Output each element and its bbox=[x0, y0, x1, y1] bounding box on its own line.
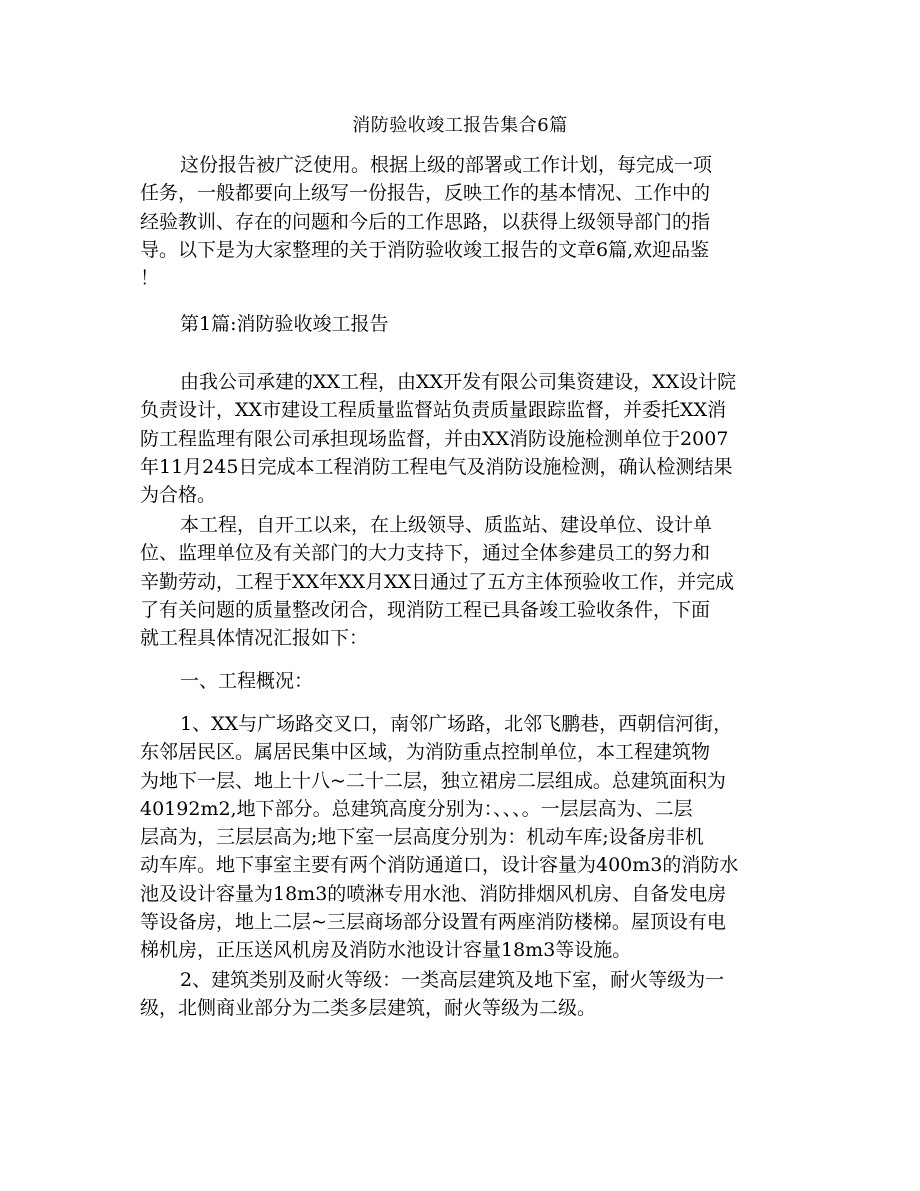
paragraph-line: 负责设计，XX市建设工程质量监督站负责质量跟踪监督，并委托XX消 bbox=[140, 399, 727, 422]
paragraph-line: 年11月245日完成本工程消防工程电气及消防设施检测，确认检测结果 bbox=[140, 455, 733, 478]
paragraph-line: 本工程，自开工以来，在上级领导、质监站、建设单位、设计单 bbox=[180, 514, 713, 536]
paragraph-line: 这份报告被广泛使用。根据上级的部署或工作计划，每完成一项 bbox=[180, 154, 713, 176]
paragraph-line: 就工程具体情况汇报如下： bbox=[140, 627, 369, 650]
paragraph-line: 辛勤劳动，工程于XX年XX月XX日通过了五方主体预验收工作，并完成 bbox=[140, 570, 735, 593]
body-paragraph bbox=[140, 966, 790, 1023]
paragraph-line: 为合格。 bbox=[140, 484, 217, 507]
paragraph-line: 1、XX与广场路交叉口，南邻广场路，北邻飞鹏巷，西朝信河街， bbox=[180, 713, 733, 735]
paragraph-line: 由我公司承建的XX工程，由XX开发有限公司集资建设，XX设计院 bbox=[180, 371, 737, 393]
body-paragraph bbox=[140, 511, 790, 652]
subsection-heading-text: 一、工程概况： bbox=[180, 670, 314, 692]
subsection-heading bbox=[140, 667, 790, 695]
paragraph-line: 级，北侧商业部分为二类多层建筑，耐火等级为二级。 bbox=[140, 997, 597, 1020]
paragraph-line: 动车库。地下事室主要有两个消防通道口，设计容量为400m3的消防水 bbox=[140, 854, 739, 877]
paragraph-line: 池及设计容量为18m3的喷淋专用水池、消防排烟风机房、自备发电房 bbox=[140, 882, 727, 905]
paragraph-line: 防工程监理有限公司承担现场监督，并由XX消防设施检测单位于2007 bbox=[140, 427, 729, 450]
section-heading-text: 第1篇:消防验收竣工报告 bbox=[180, 313, 389, 335]
paragraph-line: 等设备房，地上二层~三层商场部分设置有两座消防楼梯。屋顶设有电 bbox=[140, 911, 726, 934]
body-paragraph bbox=[140, 710, 790, 965]
paragraph-line: 2、建筑类别及耐火等级：一类高层建筑及地下室，耐火等级为一 bbox=[180, 969, 725, 991]
paragraph-line: 层高为，三层层高为;地下室一层高度分别为：机动车库;设备房非机 bbox=[140, 826, 704, 849]
paragraph-line: 梯机房，正压送风机房及消防水池设计容量18m3等设施。 bbox=[140, 939, 632, 962]
paragraph-line: 了有关问题的质量整改闭合，现消防工程已具备竣工验收条件，下面 bbox=[140, 598, 711, 621]
page-title: 消防验收竣工报告集合6篇 bbox=[352, 115, 568, 136]
paragraph-line: 导。以下是为大家整理的关于消防验收竣工报告的文章6篇,欢迎品鉴 bbox=[140, 238, 710, 261]
paragraph-line: ！ bbox=[140, 267, 160, 290]
intro-paragraph bbox=[140, 151, 790, 292]
paragraph-line: 经验教训、存在的问题和今后的工作思路，以获得上级领导部门的指 bbox=[140, 210, 711, 233]
paragraph-line: 为地下一层、地上十八~二十二层，独立裙房二层组成。总建筑面积为 bbox=[140, 769, 726, 792]
body-paragraph bbox=[140, 368, 790, 509]
paragraph-line: 东邻居民区。属居民集中区域，为消防重点控制单位，本工程建筑物 bbox=[140, 741, 711, 764]
section-heading bbox=[140, 310, 790, 338]
paragraph-line: 位、监理单位及有关部门的大力支持下，通过全体参建员工的努力和 bbox=[140, 542, 711, 565]
paragraph-line: 40192m2,地下部分。总建筑高度分别为：、、、。一层层高为、二层 bbox=[140, 797, 693, 820]
paragraph-line: 任务，一般都要向上级写一份报告，反映工作的基本情况、工作中的 bbox=[140, 182, 711, 205]
